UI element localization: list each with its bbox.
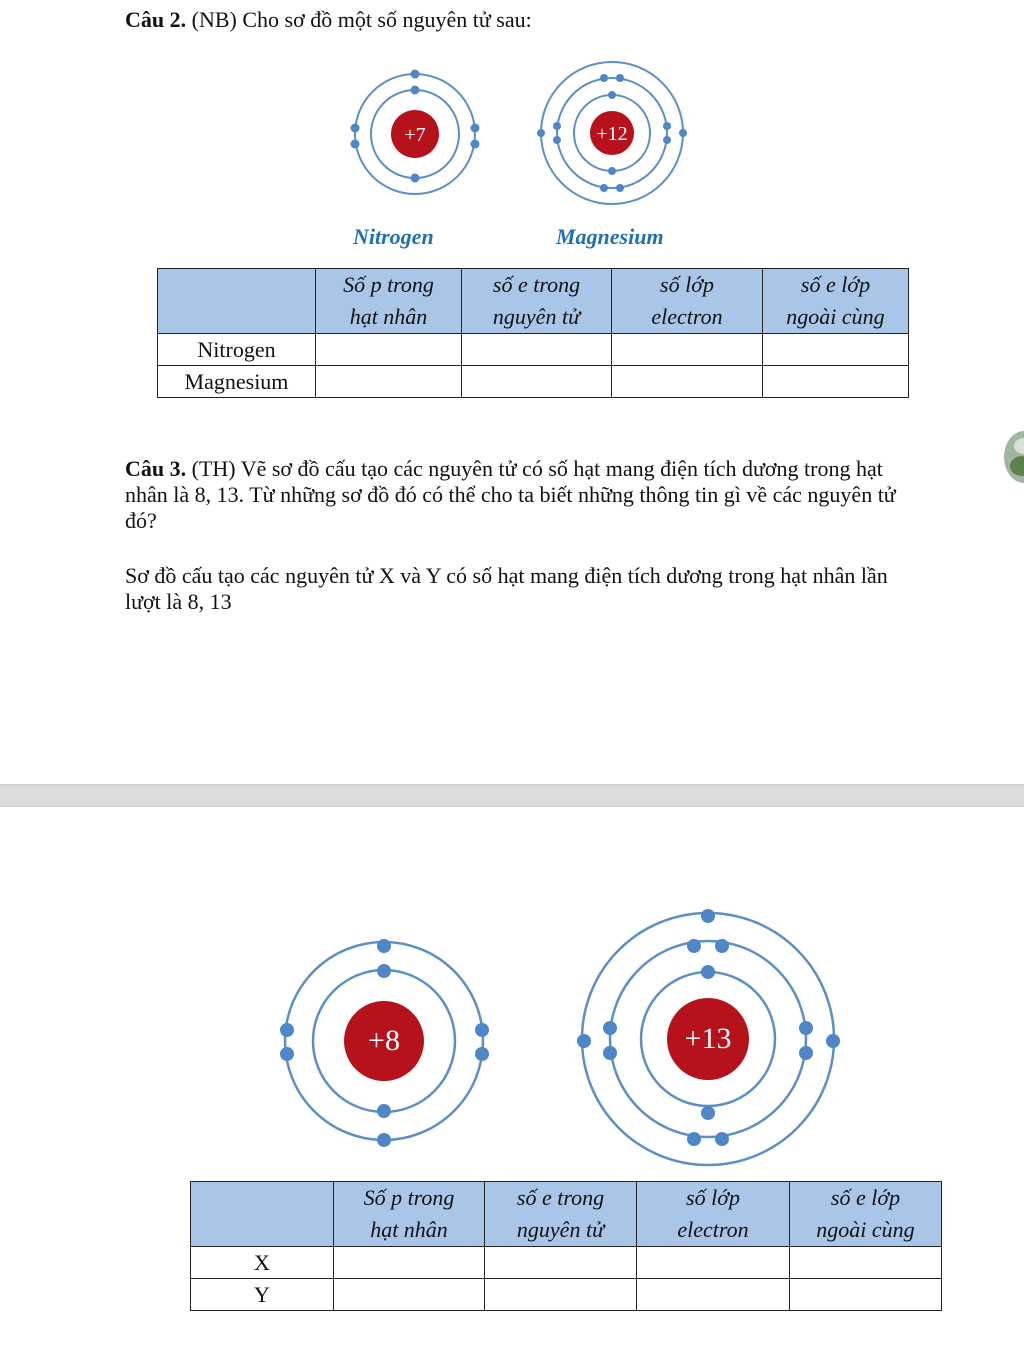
question-3-answer: Sơ đồ cấu tạo các nguyên tử X và Y có số hạt mang điện tích dương trong hạt nhân lần lượt là 8, 13 — [125, 563, 888, 614]
table-cell[interactable] — [485, 1279, 637, 1311]
question-2-table — [157, 268, 909, 398]
table-row — [191, 1247, 942, 1279]
oxygen-atom-diagram — [272, 930, 498, 1156]
nitrogen-nucleus-charge: +7 — [404, 124, 426, 146]
header-cell-electrons: số e trong nguyên tử — [485, 1182, 637, 1247]
table-header-row — [158, 269, 909, 334]
oxygen-nucleus-charge: +8 — [368, 1024, 400, 1057]
magnesium-label: Magnesium — [556, 224, 664, 249]
header-cell-protons: Số p trong hạt nhân — [334, 1182, 485, 1247]
question-2-text: (NB) Cho sơ đồ một số nguyên tử sau: — [191, 7, 532, 32]
table-cell[interactable] — [790, 1279, 942, 1311]
table-cell[interactable] — [334, 1279, 485, 1311]
table-cell[interactable] — [612, 366, 763, 398]
table-cell[interactable] — [462, 334, 612, 366]
table-row — [158, 366, 909, 398]
nitrogen-label: Nitrogen — [353, 224, 434, 249]
question-3-number: Câu 3. — [125, 456, 187, 481]
row-label-nitrogen: Nitrogen — [158, 334, 316, 366]
header-cell-outer-electrons: số e lớp ngoài cùng — [763, 269, 909, 334]
table-cell[interactable] — [316, 334, 462, 366]
page-separator — [0, 784, 1024, 807]
table-cell[interactable] — [334, 1247, 485, 1279]
table-cell[interactable] — [462, 366, 612, 398]
question-2-heading — [125, 6, 532, 33]
table-cell[interactable] — [637, 1247, 790, 1279]
header-cell-blank — [191, 1182, 334, 1247]
aluminium-atom-diagram — [566, 896, 850, 1180]
table-row — [191, 1279, 942, 1311]
row-label-x: X — [191, 1247, 334, 1279]
table-cell[interactable] — [637, 1279, 790, 1311]
question-2-number: Câu 2. — [125, 7, 187, 32]
question-3-table — [190, 1181, 942, 1311]
table-cell[interactable] — [485, 1247, 637, 1279]
table-cell[interactable] — [790, 1247, 942, 1279]
table-cell[interactable] — [612, 334, 763, 366]
question-3-text: (TH) Vẽ sơ đồ cấu tạo các nguyên tử có số hạt mang điện tích dương trong hạt nhân là 8, 13. Từ những sơ đồ đó có thể cho ta biết những thông tin gì về các nguyên tử đó? — [125, 456, 896, 533]
table-cell[interactable] — [763, 334, 909, 366]
magnesium-nucleus-charge: +12 — [596, 123, 628, 145]
header-cell-electrons: số e trong nguyên tử — [462, 269, 612, 334]
row-label-magnesium: Magnesium — [158, 366, 316, 398]
header-cell-outer-electrons: số e lớp ngoài cùng — [790, 1182, 942, 1247]
question-3-paragraph — [125, 456, 925, 534]
header-cell-shells: số lớp electron — [612, 269, 763, 334]
table-row — [158, 334, 909, 366]
nitrogen-atom-diagram — [340, 60, 490, 210]
side-thumbnail-image — [1000, 428, 1024, 486]
table-cell[interactable] — [316, 366, 462, 398]
magnesium-atom-diagram — [528, 58, 698, 218]
table-header-row — [191, 1182, 942, 1247]
table-cell[interactable] — [763, 366, 909, 398]
aluminium-nucleus-charge: +13 — [684, 1022, 732, 1055]
header-cell-blank — [158, 269, 316, 334]
header-cell-protons: Số p trong hạt nhân — [316, 269, 462, 334]
row-label-y: Y — [191, 1279, 334, 1311]
header-cell-shells: số lớp electron — [637, 1182, 790, 1247]
